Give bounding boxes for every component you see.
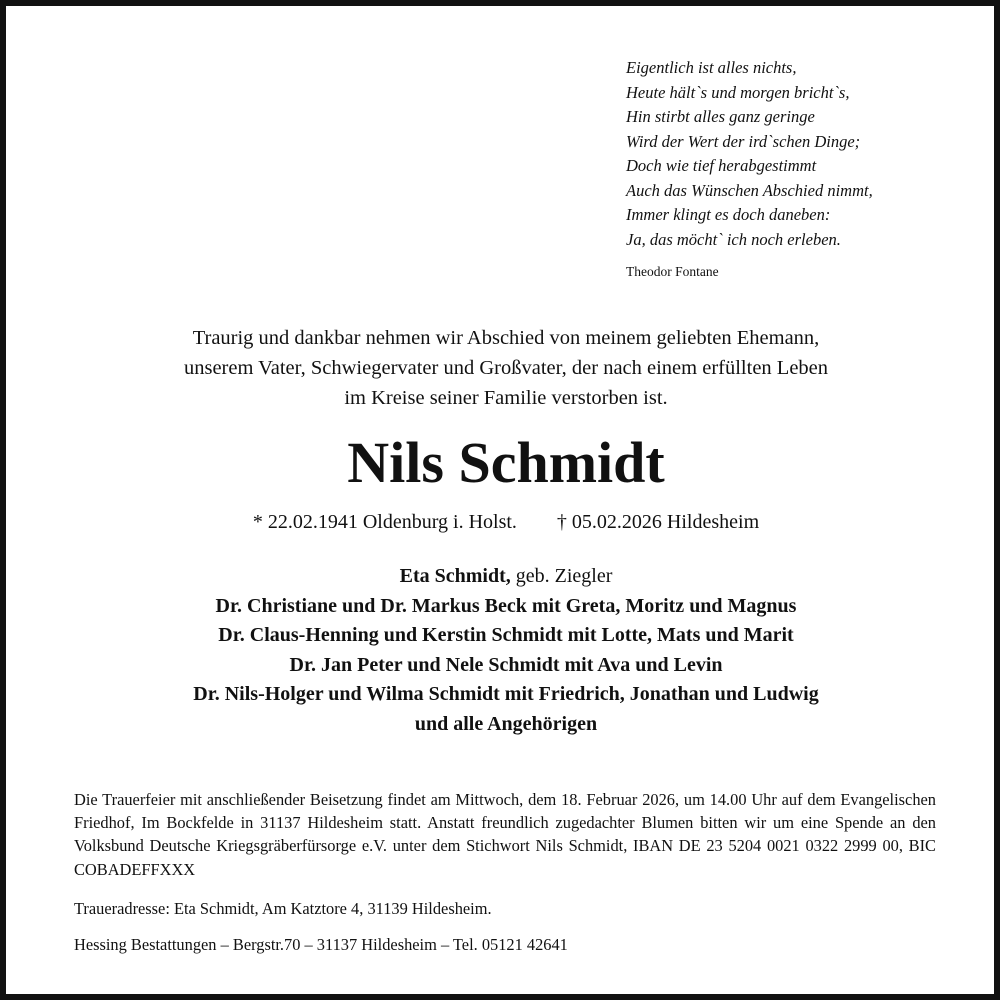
intro-line: Traurig und dankbar nehmen wir Abschied von meinem geliebten Ehemann,: [192, 327, 820, 349]
spouse-maiden-name: geb. Ziegler: [510, 565, 613, 587]
mourners-list: [6, 562, 1000, 740]
spouse-line: [6, 562, 1000, 592]
poem-line: Eigentlich ist alles nichts,: [626, 58, 797, 77]
poem-author: Theodor Fontane: [626, 264, 719, 279]
poem-block: [626, 56, 986, 280]
funeral-notice: Die Trauerfeier mit anschließender Beisetzung findet am Mittwoch, dem 18. Februar 2026, um 14.00 Uhr auf dem Evangelischen Friedhof, Im Bockfelde in 31137 Hildesheim statt. Anstatt freundlich zugedachter Blumen bitten wir um eine Spende an den Volksbund Deutsche Kriegsgräberfürsorge e.V. unter dem Stichwort Nils Schmidt, IBAN DE 23 5204 0021 0322 2999 00, BIC COBADEFFXXX: [74, 790, 936, 879]
poem-line: Ja, das möcht` ich noch erleben.: [626, 229, 841, 249]
undertaker-info: Hessing Bestattungen – Bergstr.70 – 31137 Hildesheim – Tel. 05121 42641: [74, 935, 568, 954]
mourner-line: Dr. Christiane und Dr. Markus Beck mit Greta, Moritz und Magnus: [215, 594, 797, 617]
life-dates: [6, 507, 1000, 537]
poem-line: Immer klingt es doch daneben:: [626, 205, 831, 224]
death-date: † 05.02.2026 Hildesheim: [556, 511, 760, 533]
poem-line: Hin stirbt alles ganz geringe: [626, 107, 815, 126]
intro-line: unserem Vater, Schwiegervater und Großvater, der nach einem erfüllten Leben: [183, 357, 829, 379]
poem-line: Heute hält`s und morgen bricht`s,: [626, 82, 850, 102]
poem-line: Doch wie tief herabgestimmt: [626, 156, 817, 175]
intro-line: im Kreise seiner Familie verstorben ist.: [344, 387, 668, 409]
mourner-line: Dr. Nils-Holger und Wilma Schmidt mit Friedrich, Jonathan und Ludwig: [193, 683, 819, 706]
intro-text: [86, 323, 926, 413]
spouse-name: Eta Schmidt,: [399, 565, 511, 587]
deceased-name: Nils Schmidt: [347, 430, 665, 495]
birth-date: * 22.02.1941 Oldenburg i. Holst.: [252, 511, 517, 533]
poem-line: Wird der Wert der ird`schen Dinge;: [626, 131, 861, 151]
mourner-line: Dr. Jan Peter und Nele Schmidt mit Ava und Levin: [289, 653, 723, 676]
poem-line: Auch das Wünschen Abschied nimmt,: [626, 180, 873, 200]
mourner-line: und alle Angehörigen: [414, 712, 598, 735]
mourning-address: Traueradresse: Eta Schmidt, Am Katztore 4, 31139 Hildesheim.: [74, 899, 492, 918]
mourner-line: Dr. Claus-Henning und Kerstin Schmidt mit Lotte, Mats und Marit: [218, 624, 794, 647]
